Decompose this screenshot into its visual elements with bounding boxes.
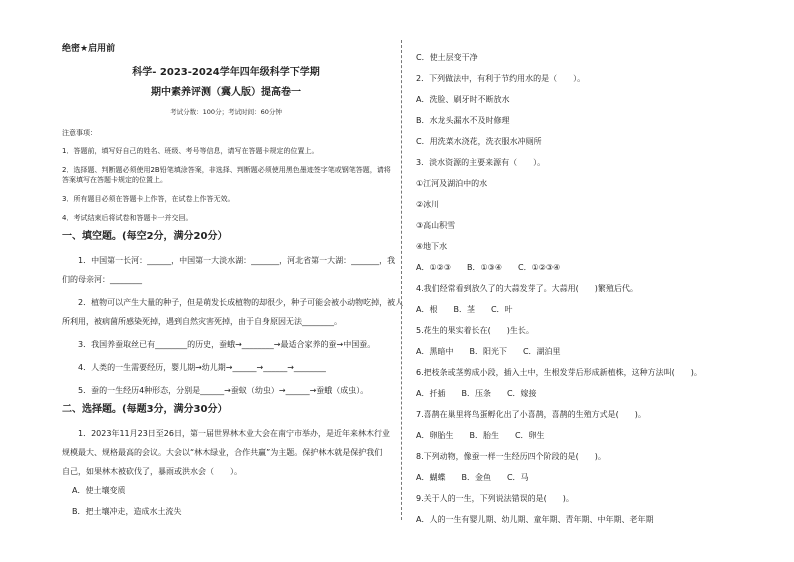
choice-q6-options: A．扦插 B．压条 C．嫁接	[416, 389, 537, 398]
choice-q8: 8.下列动物，像蚕一样一生经历四个阶段的是( )。	[416, 452, 606, 461]
choice-q9-option-a: A．人的一生有婴儿期、幼儿期、童年期、青年期、中年期、老年期	[416, 515, 654, 524]
choice-q1-line1: 1．2023年11月23日至26日，第一届世界林木业大会在南宁市举办，是近年来林木行业	[78, 429, 390, 438]
score-info: 考试分数：100分；考试时间：60分钟	[170, 108, 282, 116]
choice-q7-options: A．卵胎生 B．胎生 C．卵生	[416, 431, 545, 440]
choice-q2-option-c: C．用洗菜水浇花，洗衣服水冲厕所	[416, 137, 542, 146]
fill-q4: 4．人类的一生需要经历，婴儿期→幼儿期→______→______→________	[78, 363, 326, 372]
choice-q2-option-b: B．水龙头漏水不及时修理	[416, 116, 510, 125]
exam-title-line2: 期中素养评测（冀人版）提高卷一	[151, 87, 301, 98]
choice-q3-item3: ③高山积雪	[416, 221, 456, 230]
choice-q1-option-b: B．把土壤冲走，造成水土流失	[72, 507, 182, 516]
fill-q2-line1: 2．植物可以产生大量的种子，但是萌发长成植物的却很少，种子可能会被小动物吃掉，被人	[78, 298, 404, 307]
choice-q1-line2: 规模最大、规格最高的会议。大会以“林木绿业，合作共赢”为主题。保护林木就是保护我们	[62, 448, 383, 457]
right-column	[416, 52, 756, 535]
choice-q3-item2: ②冰川	[416, 200, 440, 209]
choice-q1-line3: 自己，如果林木被砍伐了，暴雨或洪水会（ ）。	[62, 467, 242, 476]
left-column	[62, 44, 404, 527]
choice-q5: 5.花生的果实着长在( )生长。	[416, 326, 534, 335]
fill-q1-line2: 们的母亲河：________	[62, 275, 142, 284]
fill-q2-line2: 所利用，被病菌所感染死掉，遇到自然灾害死掉，由于自身原因无法________。	[62, 317, 342, 326]
note-1: 1．答题前，填写好自己的姓名、班级、考号等信息，请写在答题卡规定的位置上。	[62, 147, 319, 155]
column-divider	[401, 40, 402, 520]
fill-q5: 5．蚕的一生经历4种形态，分别是______→蚕蚁（幼虫）→______→蚕蛾（成虫）。	[78, 386, 369, 395]
choice-q3-item4: ④地下水	[416, 242, 448, 251]
exam-title-line1: 科学- 2023-2024学年四年级科学下学期	[132, 67, 320, 78]
section1-heading: 一、填空题。(每空2分，满分20分）	[62, 231, 228, 242]
choice-q1-option-a: A．使土壤变质	[72, 486, 126, 495]
section2-heading: 二、选择题。(每题3分，满分30分）	[62, 404, 228, 415]
notes-heading: 注意事项：	[62, 129, 97, 137]
choice-q2: 2．下列做法中，有利于节约用水的是（ ）。	[416, 74, 586, 83]
note-2a: 2．选择题、判断题必须使用2B铅笔填涂答案，非选择、判断题必须使用黑色墨迹签字笔或钢笔答题，请将	[62, 166, 391, 174]
note-4: 4．考试结束后将试卷和答题卡一并交回。	[62, 214, 193, 222]
choice-q1-option-c: C．使土层变干净	[416, 53, 478, 62]
choice-q7: 7.喜鹊在巢里将鸟蛋孵化出了小喜鹊，喜鹊的生殖方式是( )。	[416, 410, 646, 419]
choice-q3: 3．淡水资源的主要来源有（ ）。	[416, 158, 546, 167]
choice-q9: 9.关于人的一生，下列说法错误的是( )。	[416, 494, 574, 503]
choice-q4-options: A．根 B．茎 C．叶	[416, 305, 513, 314]
secret-label: 绝密★启用前	[62, 44, 116, 54]
note-3: 3．所有题目必须在答题卡上作答，在试卷上作答无效。	[62, 195, 235, 203]
fill-q3: 3．我国养蚕取丝已有________的历史，蚕蛾→________→最适合家养的蚕→中国蚕。	[78, 340, 376, 349]
choice-q6: 6.把枝条或茎剪成小段，插入土中，生根发芽后形成新植株，这种方法叫( )。	[416, 368, 702, 377]
choice-q5-options: A．黑暗中 B．阳光下 C．湖泊里	[416, 347, 561, 356]
choice-q4: 4.我们经常看到放久了的大蒜发芽了。大蒜用( )繁殖后代。	[416, 284, 638, 293]
fill-q1-line1: 1．中国第一长河：______，中国第一大淡水湖：_______，河北省第一大湖：_______，我	[78, 256, 396, 265]
choice-q3-options: A．①②③ B．①③④ C．①②③④	[416, 263, 561, 272]
choice-q2-option-a: A．洗脸、刷牙时不断放水	[416, 95, 510, 104]
note-2b: 答案填写在答题卡规定的位置上。	[62, 176, 167, 184]
choice-q8-options: A．蝴蝶 B．金鱼 C．马	[416, 473, 529, 482]
choice-q3-item1: ①江河及湖泊中的水	[416, 179, 488, 188]
